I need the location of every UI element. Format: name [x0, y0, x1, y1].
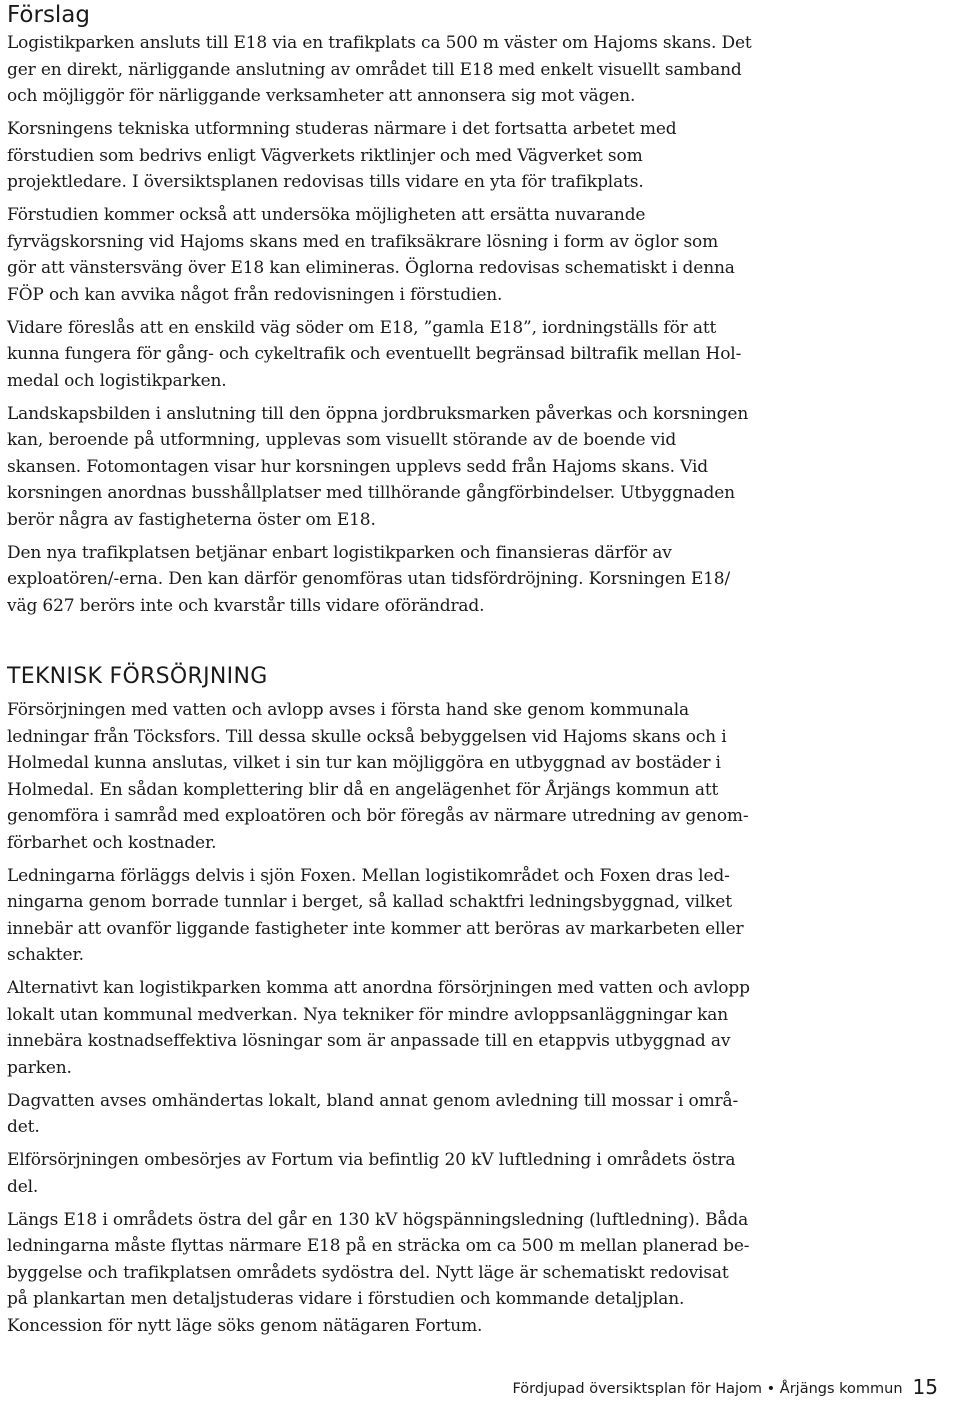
paragraph: Dagvatten avses omhändertas lokalt, bland annat genom avledning till mossar i området. — [7, 1090, 739, 1137]
paragraph: Alternativt kan logistikparken komma att anordna försörjningen med vatten och avlopp lokalt utan kommunal medverkan. Nya tekniker för mindre avloppsanläggningar kan innebära kostnadseffektiva lösningar som är anpassade till en etappvis utbyggnad av parken. — [7, 978, 750, 1078]
footer-title: Fördjupad översiktsplan för Hajom • Årjängs kommun — [512, 1381, 903, 1397]
page-footer — [512, 1375, 938, 1399]
section-heading-teknisk-forsorjning: TEKNISK FÖRSÖRJNING — [7, 664, 268, 689]
paragraph: Förstudien kommer också att undersöka möjligheten att ersätta nuvarande fyrvägskorsning vid Hajoms skans med en trafiksäkrare lösning i form av öglor som gör att vänstersväng över E18 kan elimineras. Öglorna redovisas schematiskt i denna FÖP och kan avvika något från redovisningen i förstudien. — [7, 205, 735, 305]
section-teknisk-forsorjning-body — [7, 697, 752, 1346]
paragraph: Längs E18 i områdets östra del går en 130 kV högspänningsledning (luftledning). Båda ledningarna måste flyttas närmare E18 på en sträcka om ca 500 m mellan planerad bebyggelse och trafikplatsen områdets sydöstra del. Nytt läge är schematiskt redovisat på plankartan men detaljstuderas vidare i förstudien och kommande detaljplan. Koncession för nytt läge söks genom nätägaren Fortum. — [7, 1209, 750, 1336]
paragraph: Landskapsbilden i anslutning till den öppna jordbruksmarken påverkas och korsningen kan, beroende på utformning, upplevas som visuellt störande av de boende vid skansen. Fotomontagen visar hur korsningen upplevs sedd från Hajoms skans. Vid korsningen anordnas busshållplatser med tillhörande gångförbindelser. Utbyggnaden berör några av fastigheterna öster om E18. — [7, 403, 749, 530]
paragraph: Försörjningen med vatten och avlopp avses i första hand ske genom kommunala ledningar från Töcksfors. Till dessa skulle också bebyggelsen vid Hajoms skans och i Holmedal kunna anslutas, vilket i sin tur kan möjliggöra en utbyggnad av bostäder i Holmedal. En sådan komplettering blir då en angelägenhet för Årjängs kommun att genomföra i samråd med exploatören och bör föregås av närmare utredning av genomförbarhet och kostnader. — [7, 700, 749, 853]
paragraph: Vidare föreslås att en enskild väg söder om E18, ”gamla E18”, iordningställs för att kunna fungera för gång- och cykeltrafik och eventuellt begränsad biltrafik mellan Holmedal och logistikparken. — [7, 317, 742, 391]
paragraph: Den nya trafikplatsen betjänar enbart logistikparken och finansieras därför av exploatören/-erna. Den kan därför genomföras utan tidsfördröjning. Korsningen E18/ väg 627 berörs inte och kvarstår tills vidare oförändrad. — [7, 542, 731, 616]
paragraph: Korsningens tekniska utformning studeras närmare i det fortsatta arbetet med förstudien som bedrivs enligt Vägverkets riktlinjer och med Vägverket som projektledare. I översiktsplanen redovisas tills vidare en yta för trafikplats. — [7, 119, 677, 192]
paragraph: Ledningarna förläggs delvis i sjön Foxen. Mellan logistikområdet och Foxen dras ledningarna genom borrade tunnlar i berget, så kallad schaktfri ledningsbyggnad, vilket innebär att ovanför liggande fastigheter inte kommer att beröras av markarbeten eller schakter. — [7, 865, 744, 965]
page-number: 15 — [912, 1375, 938, 1399]
section-forslag-body — [7, 30, 752, 626]
paragraph: Elförsörjningen ombesörjes av Fortum via befintlig 20 kV luftledning i områdets östra del. — [7, 1150, 736, 1197]
paragraph: Logistikparken ansluts till E18 via en trafikplats ca 500 m väster om Hajoms skans. Det ger en direkt, närliggande anslutning av området till E18 med enkelt visuellt samband och möjliggör för närliggande verksamheter att annonsera sig mot vägen. — [7, 33, 752, 106]
section-heading-forslag: Förslag — [7, 2, 91, 28]
